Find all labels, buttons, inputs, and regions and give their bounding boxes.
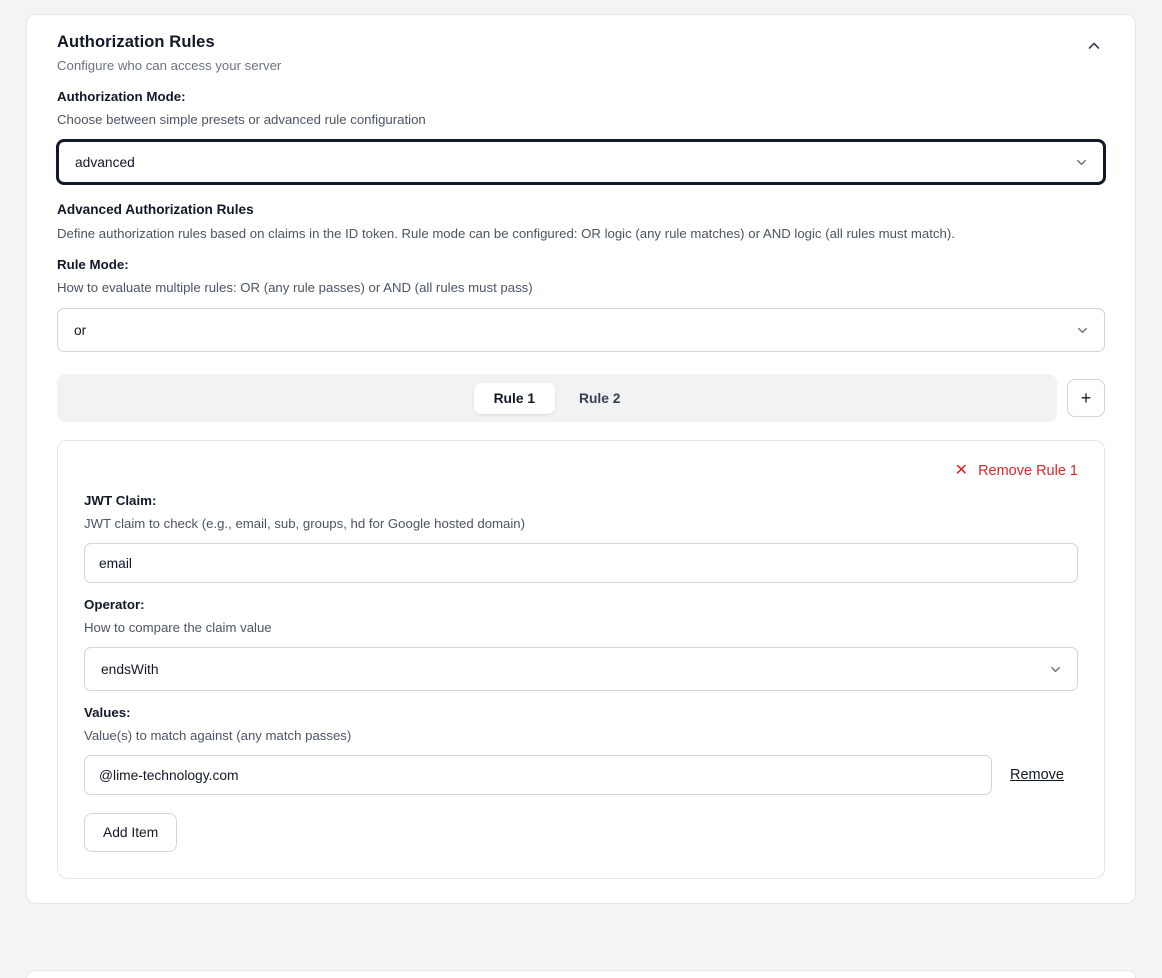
values-label: Values: [84, 705, 131, 720]
chevron-up-icon[interactable] [1083, 35, 1105, 57]
value-row [84, 755, 1078, 795]
remove-value-button[interactable]: Remove [1010, 767, 1064, 783]
remove-rule-row [84, 463, 1078, 479]
jwt-claim-label: JWT Claim: [84, 493, 157, 508]
operator-value: endsWith [101, 661, 159, 677]
page-title: Authorization Rules [57, 33, 215, 51]
panel-header [57, 33, 1105, 73]
rule-mode-label: Rule Mode: [57, 257, 129, 272]
jwt-claim-help: JWT claim to check (e.g., email, sub, groups, hd for Google hosted domain) [84, 516, 526, 531]
rule-tabs-row [57, 374, 1105, 422]
tab-rule-1[interactable]: Rule 1 [474, 383, 555, 414]
add-item-button[interactable]: Add Item [84, 813, 177, 852]
authorization-rules-panel [26, 14, 1136, 904]
authorization-mode-select[interactable] [57, 140, 1105, 184]
operator-label: Operator: [84, 597, 145, 612]
panel-header-text [57, 33, 281, 73]
operator-select[interactable] [84, 647, 1078, 691]
next-card-edge [26, 970, 1136, 978]
rule-editor-card [57, 440, 1105, 879]
operator-help: How to compare the claim value [84, 620, 272, 635]
remove-rule-button[interactable] [955, 463, 1078, 479]
value-input[interactable] [84, 755, 992, 795]
chevron-down-icon [1074, 155, 1089, 170]
panel-subtitle: Configure who can access your server [57, 58, 282, 73]
advanced-rules-title: Advanced Authorization Rules [57, 202, 254, 217]
add-rule-button[interactable]: + [1067, 379, 1105, 417]
close-icon: ✕ [954, 462, 969, 479]
authorization-mode-help: Choose between simple presets or advanced rule configuration [57, 112, 426, 127]
chevron-down-icon [1048, 662, 1063, 677]
remove-rule-label: Remove Rule 1 [978, 463, 1078, 479]
rule-mode-help: How to evaluate multiple rules: OR (any rule passes) or AND (all rules must pass) [57, 280, 533, 295]
advanced-rules-description: Define authorization rules based on claims in the ID token. Rule mode can be configured: OR logic (any rule matches) or AND logic (all rules must match). [57, 226, 955, 241]
values-help: Value(s) to match against (any match passes) [84, 728, 352, 743]
authorization-mode-value: advanced [75, 154, 135, 170]
tab-rule-2[interactable]: Rule 2 [559, 383, 640, 414]
chevron-down-icon [1075, 323, 1090, 338]
rule-tabs [57, 374, 1057, 422]
rule-mode-value: or [74, 322, 87, 338]
rule-mode-select[interactable] [57, 308, 1105, 352]
authorization-mode-label: Authorization Mode: [57, 89, 186, 104]
jwt-claim-input[interactable] [84, 543, 1078, 583]
